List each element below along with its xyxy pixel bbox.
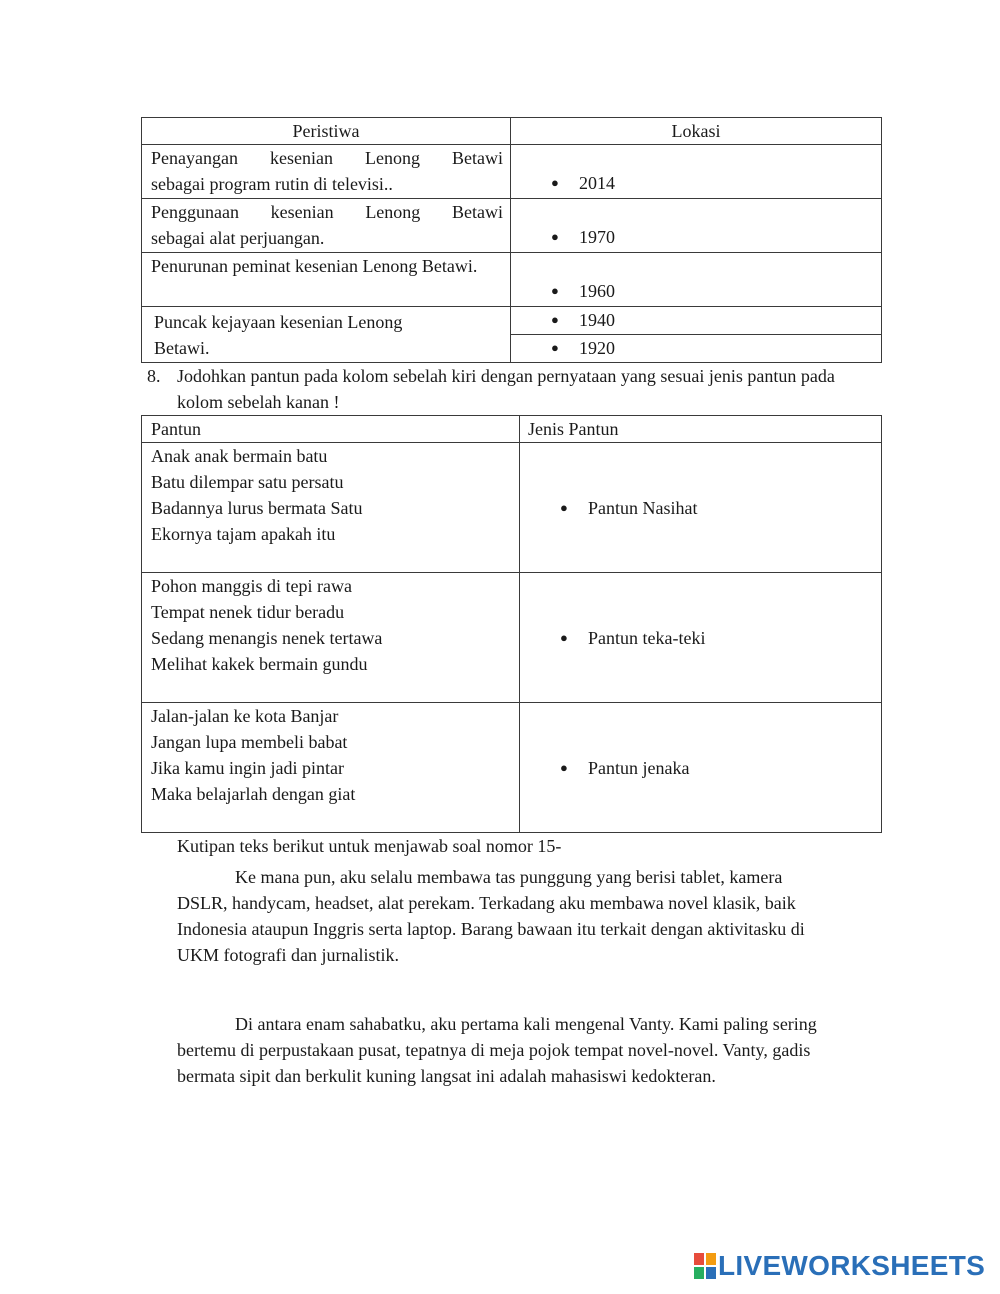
pantun-table bbox=[141, 415, 882, 833]
logo-text: LIVEWORKSHEETS bbox=[718, 1250, 986, 1281]
question-8 bbox=[147, 363, 907, 412]
jenis-cell[interactable] bbox=[520, 443, 882, 573]
liveworksheets-logo bbox=[694, 1250, 985, 1282]
bullet-icon: ● bbox=[551, 229, 559, 244]
pantun-cell: Anak anak bermain batu Batu dilempar satu persatu Badannya lurus bermata Satu Ekornya tajam apakah itu bbox=[142, 443, 520, 573]
jenis-cell[interactable] bbox=[520, 573, 882, 703]
event-cell: Penurunan peminat kesenian Lenong Betawi. bbox=[142, 253, 511, 307]
question-text-2: kolom sebelah kanan ! bbox=[177, 392, 340, 412]
header-lokasi: Lokasi bbox=[511, 118, 882, 145]
question-number: 8. bbox=[147, 366, 161, 386]
jenis-option: Pantun teka-teki bbox=[588, 628, 706, 648]
year-option: 2014 bbox=[579, 173, 615, 193]
bullet-icon: ● bbox=[560, 760, 568, 775]
bullet-icon: ● bbox=[560, 630, 568, 645]
liveworksheets-logo-icon bbox=[694, 1253, 716, 1279]
excerpt-paragraph-2: Di antara enam sahabatku, aku pertama kali mengenal Vanty. Kami paling sering bertemu di perpustakaan pusat, tepatnya di meja pojok tempat novel-novel. Vanty, gadis bermata sipit dan berkulit kuning langsat ini adalah mahasiswi kedokteran. bbox=[177, 1014, 817, 1086]
excerpt-intro: Kutipan teks berikut untuk menjawab soal nomor 15- bbox=[177, 836, 562, 856]
event-cell: Puncak kejayaan kesenian Lenong Betawi. bbox=[142, 307, 511, 363]
year-option: 1970 bbox=[579, 227, 615, 247]
bullet-icon: ● bbox=[551, 312, 559, 327]
pantun-cell: Pohon manggis di tepi rawa Tempat nenek tidur beradu Sedang menangis nenek tertawa Melihat kakek bermain gundu bbox=[142, 573, 520, 703]
excerpt-paragraph-1: Ke mana pun, aku selalu membawa tas punggung yang berisi tablet, kamera DSLR, handycam, headset, alat perekam. Terkadang aku membawa novel klasik, baik Indonesia ataupun Inggris serta laptop. Barang bawaan itu terkait dengan aktivitasku di UKM fotografi dan jurnalistik. bbox=[177, 867, 805, 965]
year-cell[interactable] bbox=[511, 307, 882, 335]
year-cell[interactable] bbox=[511, 199, 882, 253]
bullet-icon: ● bbox=[551, 283, 559, 298]
jenis-option: Pantun Nasihat bbox=[588, 498, 698, 518]
events-table bbox=[141, 117, 882, 363]
header-jenis-pantun: Jenis Pantun bbox=[520, 416, 882, 443]
jenis-option: Pantun jenaka bbox=[588, 758, 690, 778]
year-cell[interactable] bbox=[511, 145, 882, 199]
year-option: 1940 bbox=[579, 310, 615, 330]
year-cell[interactable] bbox=[511, 335, 882, 363]
bullet-icon: ● bbox=[551, 175, 559, 190]
jenis-cell[interactable] bbox=[520, 703, 882, 833]
pantun-cell: Jalan-jalan ke kota Banjar Jangan lupa membeli babat Jika kamu ingin jadi pintar Maka belajarlah dengan giat bbox=[142, 703, 520, 833]
year-option: 1960 bbox=[579, 281, 615, 301]
header-pantun: Pantun bbox=[142, 416, 520, 443]
question-text-1: Jodohkan pantun pada kolom sebelah kiri dengan pernyataan yang sesuai jenis pantun pada bbox=[177, 366, 835, 386]
header-peristiwa: Peristiwa bbox=[142, 118, 511, 145]
bullet-icon: ● bbox=[551, 340, 559, 355]
year-option: 1920 bbox=[579, 338, 615, 358]
bullet-icon: ● bbox=[560, 500, 568, 515]
event-cell: Penggunaan kesenian Lenong Betawi sebagai alat perjuangan. bbox=[142, 199, 511, 253]
event-cell: Penayangan kesenian Lenong Betawi sebagai program rutin di televisi.. bbox=[142, 145, 511, 199]
year-cell[interactable] bbox=[511, 253, 882, 307]
